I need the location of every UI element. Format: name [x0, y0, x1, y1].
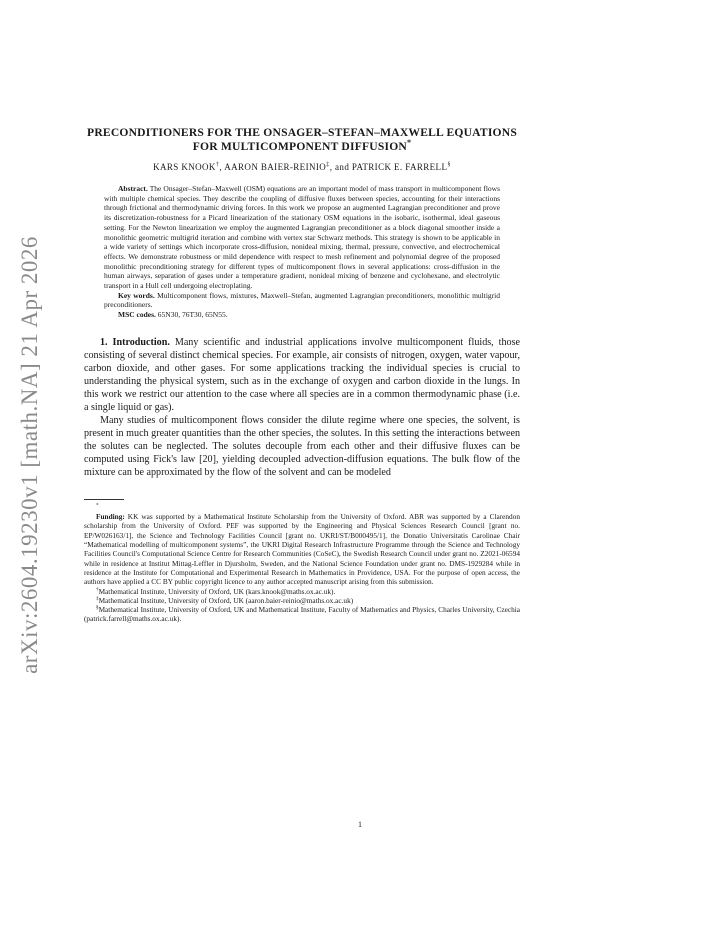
paper-page — [84, 126, 520, 624]
affiliation-mark: † — [96, 586, 99, 593]
title-footnote-mark: * — [407, 138, 412, 148]
affiliation-mark: ‡ — [96, 595, 99, 602]
introduction-section — [84, 336, 520, 479]
funding-label: Funding: — [96, 512, 125, 522]
author-footnote-mark: ‡ — [326, 161, 330, 168]
abstract-block — [84, 184, 520, 320]
keywords-paragraph — [104, 291, 500, 310]
affiliation-footnote — [84, 596, 520, 605]
affiliation-text: Mathematical Institute, University of Oxford, UK (kars.knook@maths.ox.ac.uk). — [98, 586, 336, 596]
msc-text: 65N30, 76T30, 65N55. — [157, 310, 228, 320]
paper-title-text: PRECONDITIONERS FOR THE ONSAGER–STEFAN–MAXWELL EQUATIONS FOR MULTICOMPONENT DIFFUSION — [87, 126, 517, 153]
funding-text: KK was supported by a Mathematical Institute Scholarship from the University of Oxford. ABR was supported by a Clarendon scholarship from the University of Oxford. PEF was supported by the Engineering and Physical Sciences Research Council [grant no. EP/W026163/1], the Science and Technology Facilities Council [grant no. UKRI/ST/B000495/1], the Donatio Universitatis Carolinae Chair “Mathematical modelling of multicomponent systems”, the UKRI Digital Research Infrastructure Programme through the Science and Technology Facilities Council's Computational Science Centre for Research Communities (CoSeC), the Swedish Research Council under grant no. Z2021-06594 while in residence at Institut Mittag-Leffler in Djursholm, Sweden, and the National Science Foundation under grant no. DMS-1929284 while in residence at the Institute for Computational and Experimental Research in Mathematics in Providence, USA. For the purpose of open access, the authors have applied a CC BY public copyright licence to any author accepted manuscript arising from this submission. — [84, 512, 520, 587]
intro-paragraph-1 — [84, 336, 520, 414]
keywords-text: Multicomponent flows, mixtures, Maxwell–Stefan, augmented Lagrangian preconditioners, monolithic multigrid preconditioners. — [104, 290, 501, 310]
author-separator: , and — [329, 162, 352, 172]
footnote-star-line — [84, 503, 520, 512]
affiliation-footnote — [84, 605, 520, 624]
footnotes-block — [84, 499, 520, 624]
affiliation-mark: § — [96, 604, 99, 611]
intro-paragraph-2: Many studies of multicomponent flows consider the dilute regime where one species, the solvent, is present in much greater quantities than the other species, the solutes. In this setting the interactions between the solutes can be neglected. The solutes decouple from each other and their diffusive fluxes can be computed using Fick's law [20], yielding decoupled advection-diffusion equations. The bulk flow of the mixture can be approximated by the flow of the solvent and can be modeled — [84, 414, 520, 478]
arxiv-identifier-text: arXiv:2604.19230v1 [math.NA] 21 Apr 2026 — [17, 236, 43, 674]
affiliation-text: Mathematical Institute, University of Oxford, UK (aaron.baier-reinio@maths.ox.ac.uk) — [98, 595, 354, 605]
author-footnote-mark: † — [215, 161, 220, 168]
funding-footnote — [84, 512, 520, 586]
author-footnote-mark: § — [447, 161, 451, 168]
author-separator: , — [219, 162, 225, 172]
abstract-text: The Onsager–Stefan–Maxwell (OSM) equations are an important model of mass transport in multicomponent flows with multiple chemical species. They describe the coupling of diffusive fluxes between species, accounting for their interactions through frictional and thermodynamic driving forces. In this work we propose an augmented Lagrangian preconditioner and prove its discretization-robustness for a Picard linearization of the stationary OSM equations in the isobaric, isothermal, ideal gaseous setting. For the Newton linearization we employ the augmented Lagrangian preconditioner as a block diagonal smoother inside a monolithic geometric multigrid iteration and combine with vertex star Schwarz methods. This strategy is shown to be applicable in a wide variety of settings which incorporate cross-diffusion, nonideal mixing, thermal, pressure, convective, and electrochemical effects. We demonstrate robustness or mild dependence with respect to mesh refinement and polynomial degree of the proposed monolithic preconditioning strategy for different types of multicomponent flows in several applications: cross-diffusion in the human airways, separation of gases under a temperature gradient, nonideal mixing of benzene and cyclohexane, and electrolytic transport in a Hull cell undergoing electroplating. — [104, 184, 500, 291]
author-list — [84, 162, 520, 172]
paper-title — [84, 126, 520, 154]
abstract-label: Abstract. — [118, 184, 148, 193]
section-heading: 1. Introduction. — [100, 336, 170, 348]
author-name: KARS KNOOK — [153, 162, 216, 172]
keywords-label: Key words. — [118, 290, 155, 300]
abstract-paragraph — [104, 184, 500, 291]
footnote-rule — [84, 499, 124, 500]
page-number: 1 — [358, 820, 362, 829]
affiliation-footnote — [84, 587, 520, 596]
author-name: AARON BAIER-REINIO — [224, 162, 327, 172]
msc-label: MSC codes. — [118, 310, 156, 320]
msc-paragraph — [104, 310, 500, 320]
footnote-star-mark: * — [96, 502, 99, 509]
affiliation-text: Mathematical Institute, University of Oxford, UK and Mathematical Institute, Faculty of Mathematics and Physics, Charles University, Czechia (patrick.farrell@maths.ox.ac.uk). — [84, 605, 520, 624]
arxiv-identifier-stamp — [12, 236, 48, 674]
author-name: PATRICK E. FARRELL — [351, 162, 448, 172]
intro-paragraph-1-text: Many scientific and industrial applications involve multicomponent fluids, those consisting of several distinct chemical species. For example, air consists of nitrogen, oxygen, water vapour, carbon dioxide, and other gases. For some applications tracking the individual species is crucial to understanding the physical system, such as in the exchange of oxygen and carbon dioxide in the lungs. In this work we restrict our attention to the case where all species are in a common thermodynamic phase (i.e. a single liquid or gas). — [84, 336, 520, 413]
